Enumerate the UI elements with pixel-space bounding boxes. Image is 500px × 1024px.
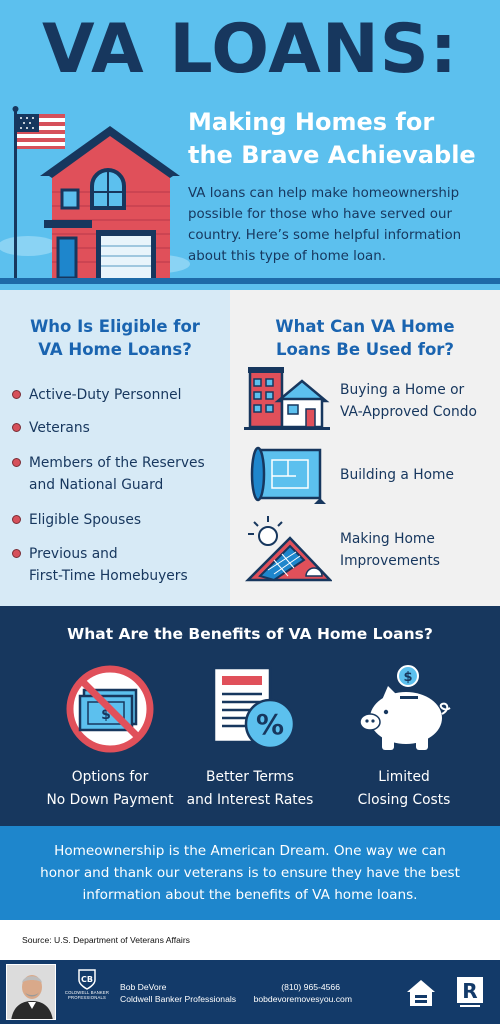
svg-text:CB: CB (81, 975, 93, 984)
heading-line: What Can VA Home (275, 317, 455, 336)
benefit-label (175, 766, 325, 812)
list-item (12, 509, 227, 531)
bullet-icon (12, 390, 21, 399)
use-label (340, 528, 500, 572)
list-item (12, 452, 227, 496)
item-text: First-Time Homebuyers (29, 568, 188, 584)
item-text: Members of the Reserves (29, 455, 205, 471)
coldwell-banker-logo (60, 968, 114, 1018)
house-with-flag-illustration (0, 96, 190, 290)
benefit-no-down-payment (35, 658, 185, 818)
equal-housing-icon (404, 976, 438, 1010)
closing-text (20, 840, 480, 906)
eligibility-panel (0, 290, 230, 606)
bullet-icon (12, 549, 21, 558)
closing-line: honor and thank our veterans is to ensure they have the best (40, 865, 460, 881)
agent-footer (0, 960, 500, 1024)
item-text: and National Guard (29, 477, 164, 493)
closing-line: Homeownership is the American Dream. One way we can (54, 843, 446, 859)
benefit-label-line: Options for (71, 769, 149, 785)
houses-icon (244, 365, 332, 435)
closing-section (0, 826, 500, 920)
svg-text:%: % (255, 708, 285, 741)
use-item-buying (244, 365, 494, 435)
svg-text:$: $ (403, 670, 413, 685)
brand-line: PROFESSIONALS (68, 995, 106, 1000)
heading-line: Loans Be Used for? (276, 340, 454, 359)
item-text: Active-Duty Personnel (29, 387, 182, 403)
realtor-icon (456, 976, 484, 1010)
cb-shield-icon (77, 968, 97, 990)
source-citation: Source: U.S. Department of Veterans Affairs (22, 935, 190, 945)
page-title: VA LOANS: (42, 10, 458, 89)
list-item (12, 384, 227, 406)
hero-section (0, 0, 500, 290)
bullet-icon (12, 515, 21, 524)
use-item-building (244, 440, 494, 510)
benefit-label (329, 766, 479, 812)
solar-roof-icon (244, 514, 332, 584)
page-subtitle (188, 106, 498, 172)
benefit-label-line: No Down Payment (46, 792, 174, 808)
use-label-line: Buying a Home or (340, 382, 465, 398)
agent-portrait-icon (7, 965, 56, 1020)
brand-line: COLDWELL BANKER (64, 990, 110, 995)
list-item (12, 543, 227, 587)
benefits-section (0, 606, 500, 826)
use-label (340, 464, 500, 486)
agent-photo (6, 964, 56, 1020)
use-label-line: Improvements (340, 553, 441, 569)
eligibility-heading (0, 315, 230, 361)
svg-text:$: $ (101, 707, 111, 723)
item-text: Previous and (29, 546, 118, 562)
item-text: Veterans (29, 420, 90, 436)
no-money-icon (60, 664, 160, 754)
subtitle-line: Making Homes for (188, 108, 435, 136)
benefit-label-line: Better Terms (206, 769, 294, 785)
agent-website-link[interactable]: bobdevoremovesyou.com (253, 994, 352, 1004)
benefit-label-line: Closing Costs (357, 792, 451, 808)
closing-line: information about the benefits of VA home loans. (82, 887, 418, 903)
piggy-bank-icon (354, 664, 454, 754)
use-label-line: VA-Approved Condo (340, 404, 477, 420)
benefit-better-terms (175, 658, 325, 818)
benefit-label (35, 766, 185, 812)
agent-phone[interactable]: (810) 965-4566 (281, 982, 340, 992)
percent-document-icon (200, 664, 300, 754)
heading-line: VA Home Loans? (38, 340, 192, 359)
bullet-icon (12, 423, 21, 432)
use-item-improvements (244, 514, 494, 584)
use-label-line: Making Home (340, 531, 435, 547)
intro-text: VA loans can help make homeownership possible for those who have served our country. Here’s some helpful information about this type of home loan. (188, 186, 462, 264)
item-text: Eligible Spouses (29, 512, 142, 528)
uses-heading (230, 315, 500, 361)
use-label (340, 379, 500, 423)
svg-text:R: R (462, 979, 478, 1003)
list-item (12, 417, 227, 439)
ground-strip (0, 278, 500, 284)
heading-line: Who Is Eligible for (30, 317, 200, 336)
benefits-heading: What Are the Benefits of VA Home Loans? (67, 625, 433, 643)
bullet-icon (12, 458, 21, 467)
benefit-label-line: Limited (378, 769, 430, 785)
eligibility-and-uses-section (0, 290, 500, 606)
subtitle-line: the Brave Achievable (188, 141, 476, 169)
benefit-closing-costs (329, 658, 479, 818)
blueprint-icon (244, 440, 332, 510)
benefit-label-line: and Interest Rates (186, 792, 314, 808)
use-label-line: Building a Home (340, 467, 454, 483)
agent-name: Bob DeVore (120, 982, 167, 992)
agent-company: Coldwell Banker Professionals (120, 994, 237, 1004)
uses-panel (230, 290, 500, 606)
